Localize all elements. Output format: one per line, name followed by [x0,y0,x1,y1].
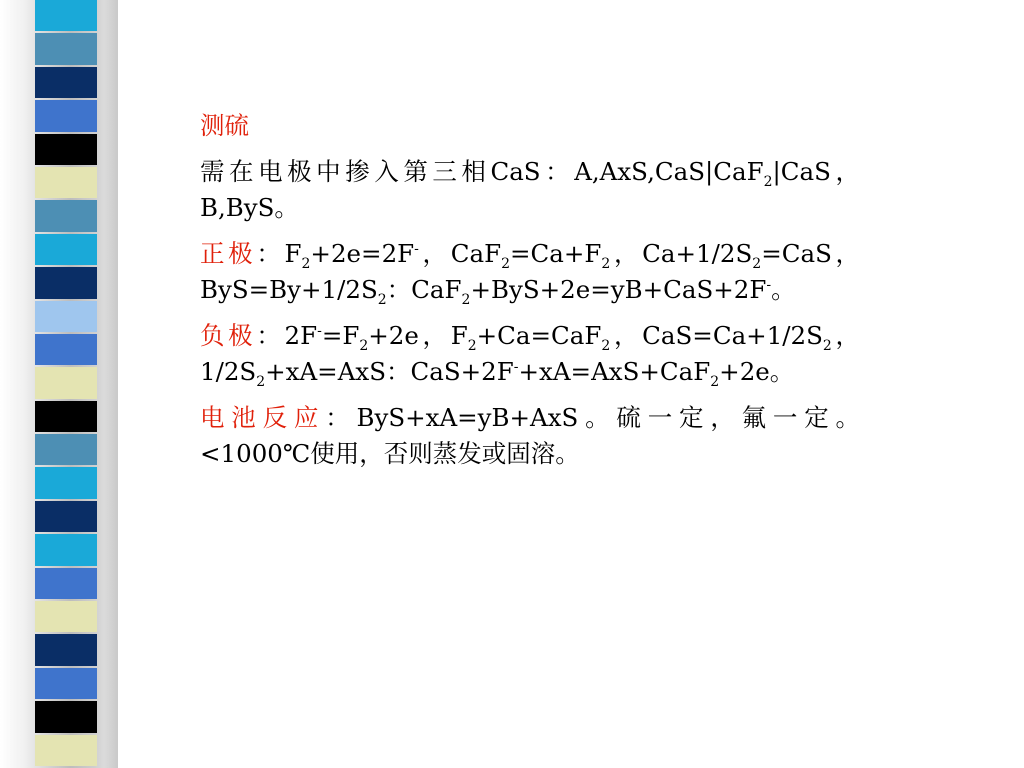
text-run: +xA=AxS+CaF [518,357,711,386]
sidebar-block [35,401,97,432]
paragraph-cell-reaction [200,400,860,472]
subscript: 2 [752,255,762,272]
text-run: +ByS+2e=yB+CaS+2F [470,275,767,304]
paragraph-negative-electrode [200,318,860,390]
sidebar-block [35,534,97,565]
sidebar-block [35,334,97,365]
superscript: - [317,322,322,339]
sidebar-block [35,134,97,165]
sidebar-block [35,234,97,265]
sidebar-block [35,367,97,398]
subscript: 2 [301,255,311,272]
subscript: 2 [601,337,611,354]
text-run: +xA=AxS：CaS+2F [265,357,514,386]
sidebar-block [35,634,97,665]
text-run: ，CaF [418,239,502,268]
text-run: |CaS，B,ByS。 [200,157,860,222]
positive-electrode-label: 正极 [200,239,257,268]
text-run: 需在电极中掺入第三相CaS： [200,157,575,186]
text-run: +2e。 [719,357,795,386]
sidebar-block [35,100,97,131]
cell-reaction-label: 电池反应 [200,403,326,432]
sidebar-block-pattern [35,0,97,768]
text-run: ，Ca+1/2S [610,239,753,268]
subscript: 2 [822,337,832,354]
sidebar-block [35,568,97,599]
sidebar-block [35,200,97,231]
text-run: +2e，F [368,321,468,350]
superscript: - [766,276,772,293]
paragraph-positive-electrode [200,236,860,308]
text-run: +Ca=CaF [476,321,602,350]
text-run: =Ca+F [510,239,602,268]
text-run: ：ByS+xA=yB+AxS。硫一定，氟一定。<1000℃使用，否则蒸发或固溶。 [200,403,860,468]
sidebar-block [35,735,97,766]
subscript: 2 [467,337,477,354]
subscript: 2 [359,337,369,354]
slide-content [200,108,860,482]
sidebar-block [35,167,97,198]
subscript: 2 [461,291,471,308]
sidebar-block [35,301,97,332]
subscript: 2 [601,255,611,272]
sidebar-block [35,67,97,98]
slide-heading [200,108,860,144]
text-run: ：2F [256,321,318,350]
subscript: 2 [710,373,720,390]
sidebar-decoration [0,0,118,768]
text-run: ：F [256,239,302,268]
subscript: 2 [256,373,266,390]
text-run: ，1/2S [200,321,861,386]
sidebar-block [35,668,97,699]
text-run: =CaS，ByS=By+1/2S [200,239,861,304]
text-run: A,AxS,CaS|CaF [574,157,764,186]
text-run: ：CaF [386,275,462,304]
subscript: 2 [377,291,387,308]
sidebar-block [35,33,97,64]
sidebar-shadow [104,0,118,768]
text-run: +2e=2F [310,239,415,268]
sidebar-block [35,601,97,632]
heading-text: 测硫 [200,111,249,140]
text-run: 。 [771,275,796,304]
negative-electrode-label: 负极 [200,321,257,350]
sidebar-block [35,267,97,298]
paragraph-cas-requirement [200,154,860,226]
sidebar-block [35,701,97,732]
subscript: 2 [763,173,773,190]
subscript: 2 [501,255,510,272]
sidebar-block [35,467,97,498]
sidebar-block [35,434,97,465]
text-run: ，CaS=Ca+1/2S [610,321,823,350]
text-run: =F [321,321,360,350]
superscript: - [513,358,519,375]
superscript: - [414,240,419,257]
sidebar-block [35,0,97,31]
sidebar-block [35,501,97,532]
